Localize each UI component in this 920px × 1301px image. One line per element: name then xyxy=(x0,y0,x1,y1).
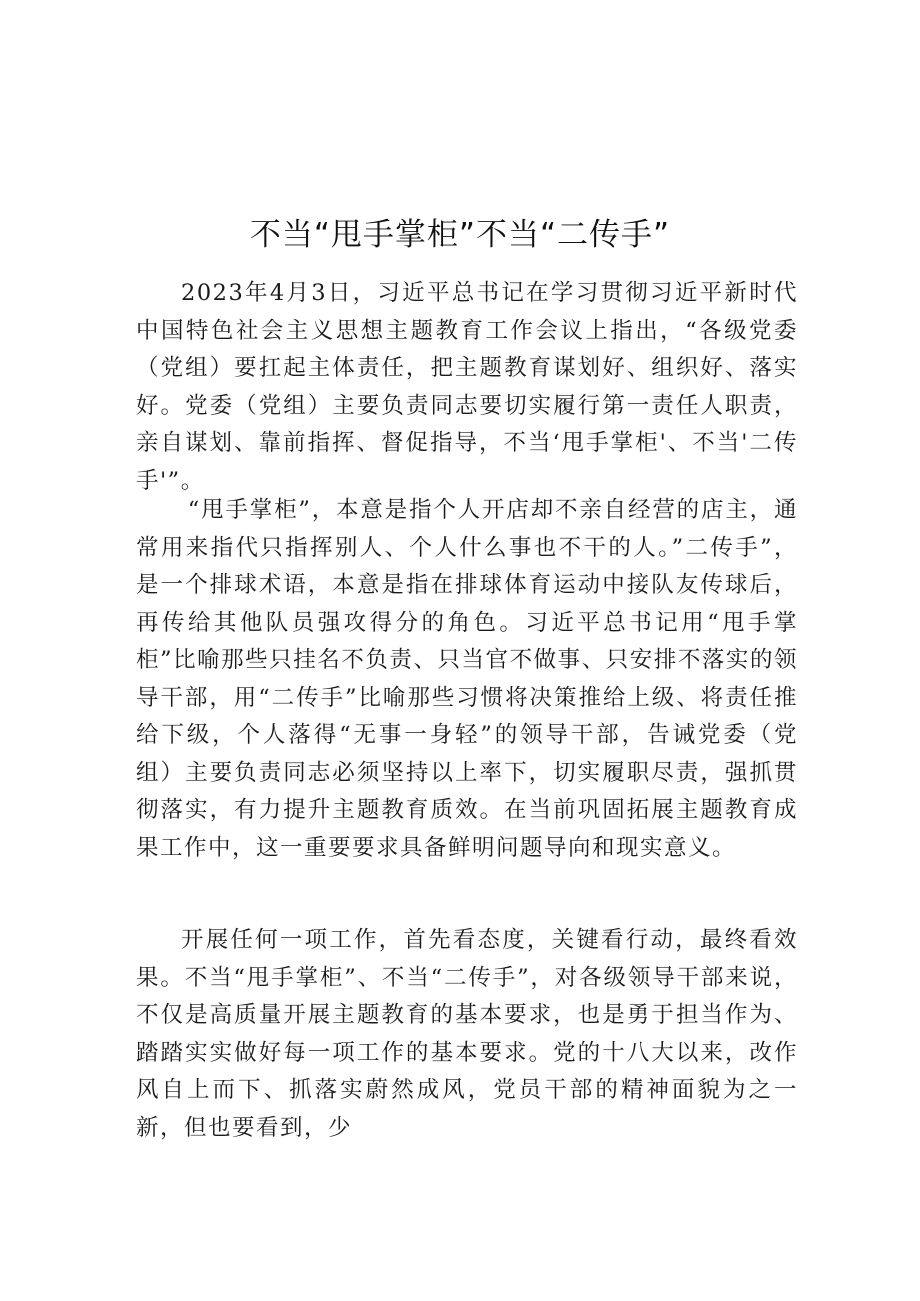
paragraph-2 xyxy=(136,492,798,867)
paragraph-1 xyxy=(136,275,798,500)
paragraph-text: 2023年4月3日，习近平总书记在学习贯彻习近平新时代中国特色社会主义思想主题教育工作会议上指出，“各级党委（党组）要扛起主体责任，把主题教育谋划好、组织好、落实好。党委（党组）主要负责同志要切实履行第一责任人职责，亲自谋划、靠前指挥、督促指导，不当‘甩手掌柜'、不当'二传手'”。 xyxy=(136,280,798,494)
paragraph-text: “甩手掌柜”，本意是指个人开店却不亲自经营的店主，通常用来指代只指挥别人、个人什么事也不干的人。”二传手”，是一个排球术语，本意是指在排球体育运动中接队友传球后，再传给其他队员强攻得分的角色。习近平总书记用“甩手掌柜”比喻那些只挂名不负责、只当官不做事、只安排不落实的领导干部，用“二传手”比喻那些习惯将决策推给上级、将责任推给下级，个人落得“无事一身轻”的领导干部，告诫党委（党组）主要负责同志必须坚持以上率下，切实履职尽责，强抓贯彻落实，有力提升主题教育质效。在当前巩固拓展主题教育成果工作中，这一重要要求具备鲜明问题导向和现实意义。 xyxy=(136,497,798,861)
paragraph-3 xyxy=(136,922,798,1147)
document-title: 不当“甩手掌柜”不当“二传手” xyxy=(249,217,671,253)
paragraph-text: 开展任何一项工作，首先看态度，关键看行动，最终看效果。不当“甩手掌柜”、不当“二传手”，对各级领导干部来说，不仅是高质量开展主题教育的基本要求，也是勇于担当作为、踏踏实实做好每一项工作的基本要求。党的十八大以来，改作风自上而下、抓落实蔚然成风，党员干部的精神面貌为之一新，但也要看到，少 xyxy=(136,927,798,1141)
